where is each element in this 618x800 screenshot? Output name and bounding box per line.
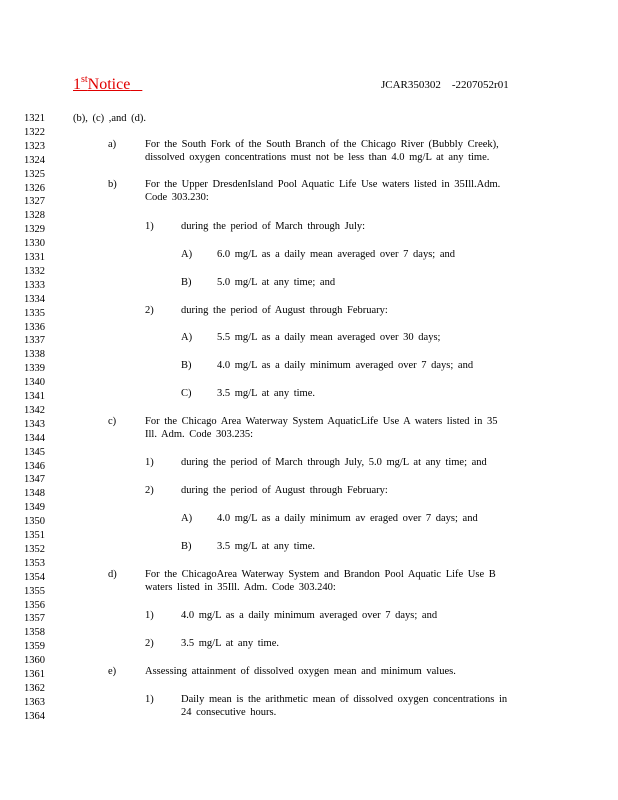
item-b2A-text: 5.5 mg/L as a daily mean averaged over 30 days; — [217, 332, 441, 343]
line-number: 1340 — [24, 377, 45, 389]
line-number: 1333 — [24, 279, 45, 291]
item-b1-label: 1) — [145, 221, 154, 232]
item-c1-text: during the period of March through July, 5.0 mg/L at any time; and — [181, 457, 487, 468]
item-d1-text: 4.0 mg/L as a daily minimum averaged over 7 days; and — [181, 610, 438, 621]
line-number: 1356 — [24, 599, 45, 611]
item-e-label: e) — [108, 666, 117, 677]
line-number: 1328 — [24, 210, 45, 222]
item-a-line2: dissolved oxygen concentrations must not be less than 4.0 mg/L at any time. — [145, 152, 490, 163]
line-number: 1331 — [24, 252, 45, 263]
line-number: 1336 — [24, 321, 45, 333]
item-b-line2: Code 303.230: — [145, 192, 209, 203]
notice-word: Notice — [87, 76, 131, 93]
item-b1A-text: 6.0 mg/L as a daily mean averaged over 7 days; and — [217, 249, 455, 260]
line-number: 1338 — [24, 349, 45, 361]
item-b2A-label: A) — [181, 332, 193, 343]
item-b2-text: during the period of August through February: — [181, 305, 388, 316]
notice-heading — [73, 74, 142, 94]
line-number: 1358 — [24, 627, 45, 639]
item-c2B-text: 3.5 mg/L at any time. — [217, 541, 316, 552]
line-number: 1323 — [24, 140, 45, 152]
line-number: 1342 — [24, 404, 45, 416]
item-b1B-text: 5.0 mg/L at any time; and — [217, 277, 336, 288]
item-b-label: b) — [108, 179, 117, 190]
item-b2-label: 2) — [145, 305, 154, 316]
item-b2B-label: B) — [181, 360, 192, 371]
line-number: 1332 — [24, 265, 45, 277]
line-number: 1330 — [24, 238, 45, 250]
line-number: 1349 — [24, 502, 45, 514]
item-b1-text: during the period of March through July: — [181, 221, 366, 232]
item-e-line1: Assessing attainment of dissolved oxygen mean and minimum values. — [145, 666, 456, 677]
line-number: 1335 — [24, 307, 45, 319]
line-number: 1363 — [24, 696, 45, 708]
line-number: 1364 — [24, 710, 45, 722]
line-number: 1353 — [24, 557, 45, 569]
line-number: 1361 — [24, 669, 45, 680]
line-number: 1339 — [24, 363, 45, 375]
item-c-line1: For the Chicago Area Waterway System AquaticLife Use A waters listed in 35 — [145, 416, 498, 427]
line-number: 1352 — [24, 543, 45, 555]
line-number: 1362 — [24, 682, 45, 694]
line-number: 1334 — [24, 293, 45, 305]
line-number: 1359 — [24, 641, 45, 653]
item-c1-label: 1) — [145, 457, 154, 468]
notice-ordinal: st — [81, 74, 88, 85]
line-number: 1350 — [24, 516, 45, 528]
line-number: 1347 — [24, 474, 45, 486]
line-number: 1327 — [24, 196, 45, 208]
item-e1-line1: Daily mean is the arithmetic mean of dissolved oxygen concentrations in — [181, 694, 508, 705]
line-number: 1337 — [24, 335, 45, 347]
item-b1B-label: B) — [181, 277, 192, 288]
item-b-line1: For the Upper DresdenIsland Pool Aquatic Life Use waters listed in 35Ill.Adm. — [145, 179, 501, 190]
item-a-label: a) — [108, 139, 117, 150]
item-d-line1: For the ChicagoArea Waterway System and Brandon Pool Aquatic Life Use B — [145, 569, 496, 580]
item-d1-label: 1) — [145, 610, 154, 621]
document-code: JCAR350302 -2207052r01 — [381, 79, 509, 91]
item-c-line2: Ill. Adm. Code 303.235: — [145, 429, 254, 440]
line-number: 1324 — [24, 154, 45, 166]
line-number: 1322 — [24, 126, 45, 138]
notice-number: 1 — [73, 76, 81, 93]
line-number: 1357 — [24, 613, 45, 625]
item-c-label: c) — [108, 416, 117, 427]
item-b2C-label: C) — [181, 388, 192, 399]
item-b2B-text: 4.0 mg/L as a daily minimum averaged over 7 days; and — [217, 360, 474, 371]
item-a-line1: For the South Fork of the South Branch of the Chicago River (Bubbly Creek), — [145, 139, 499, 150]
item-d2-text: 3.5 mg/L at any time. — [181, 638, 280, 649]
item-e1-label: 1) — [145, 694, 154, 705]
line-number: 1360 — [24, 655, 45, 667]
item-d-line2: waters listed in 35Ill. Adm. Code 303.240: — [145, 582, 336, 593]
line-number: 1343 — [24, 418, 45, 430]
line-number: 1346 — [24, 460, 45, 472]
line-number: 1326 — [24, 182, 45, 194]
item-c2-text: during the period of August through February: — [181, 485, 388, 496]
line-number: 1355 — [24, 585, 45, 597]
item-c2A-label: A) — [181, 513, 193, 524]
line-number: 1344 — [24, 432, 45, 444]
line-number: 1325 — [24, 168, 45, 180]
intro-text: (b), (c) ,and (d). — [73, 113, 147, 124]
line-number: 1348 — [24, 488, 45, 500]
line-number: 1351 — [24, 530, 45, 541]
item-e1-line2: 24 consecutive hours. — [181, 707, 277, 718]
item-b2C-text: 3.5 mg/L at any time. — [217, 388, 316, 399]
line-number: 1341 — [24, 391, 45, 402]
item-c2B-label: B) — [181, 541, 192, 552]
line-number: 1321 — [24, 113, 45, 124]
item-c2A-text: 4.0 mg/L as a daily minimum av eraged over 7 days; and — [217, 513, 478, 524]
item-b1A-label: A) — [181, 249, 193, 260]
item-c2-label: 2) — [145, 485, 154, 496]
item-d-label: d) — [108, 569, 117, 580]
item-d2-label: 2) — [145, 638, 154, 649]
line-number: 1329 — [24, 224, 45, 236]
line-number: 1345 — [24, 446, 45, 458]
line-number: 1354 — [24, 571, 45, 583]
